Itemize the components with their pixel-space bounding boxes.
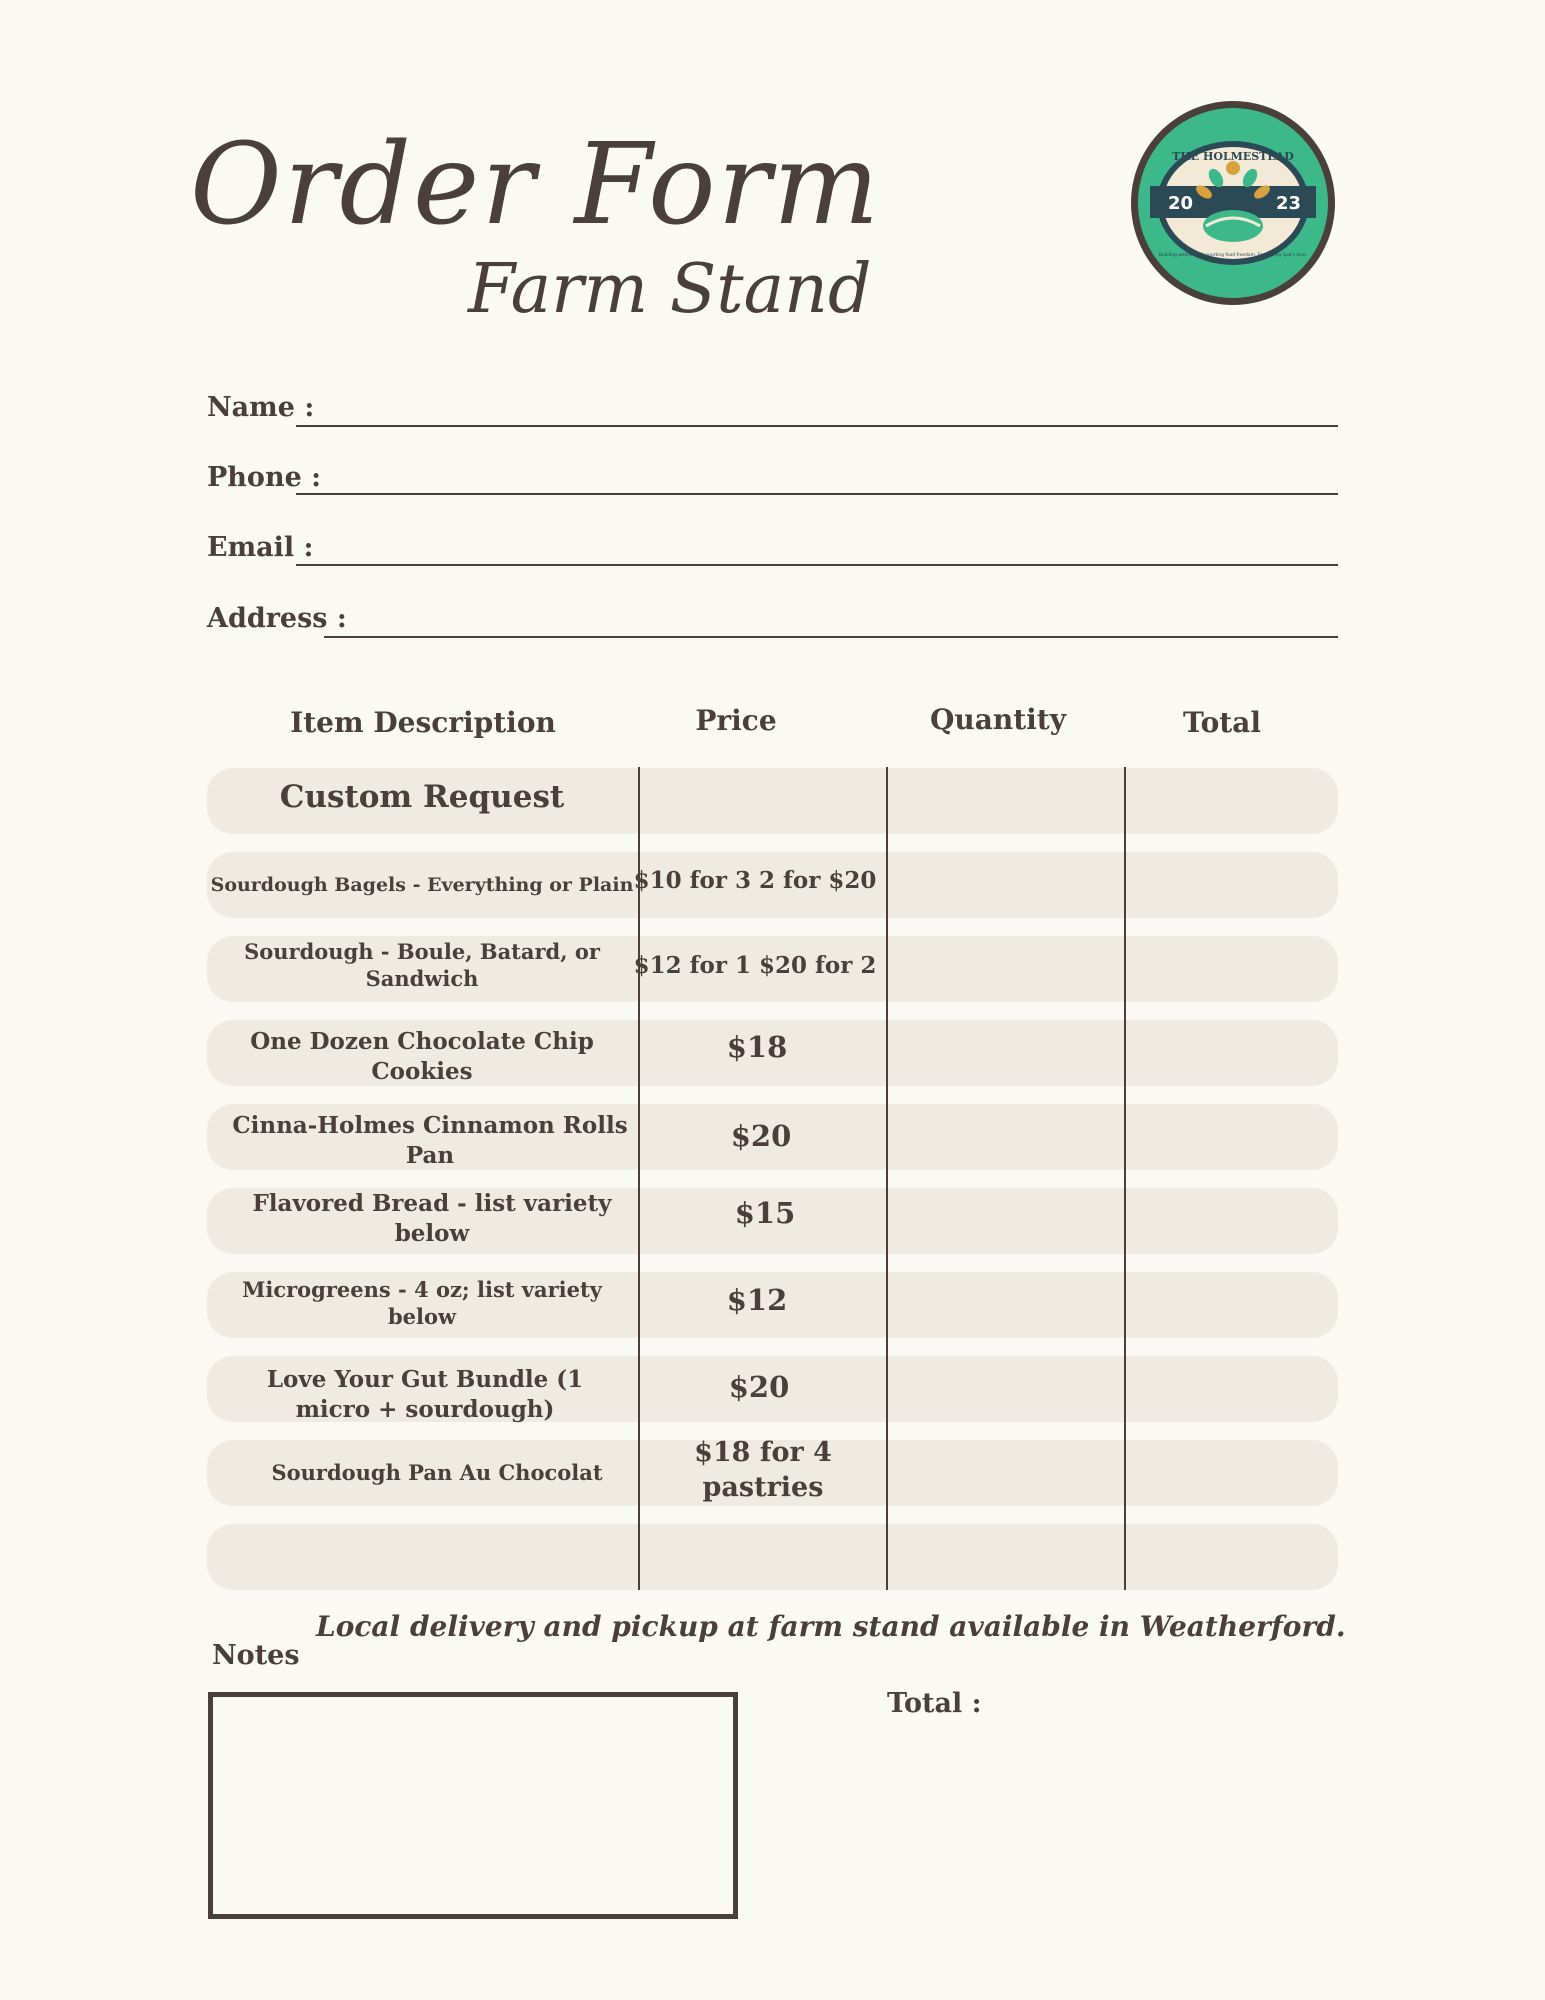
item-description: Flavored Bread - list variety below: [252, 1190, 612, 1247]
logo-tagline: Building wellness. Supporting food freedom. Embracing God's love.: [1159, 253, 1307, 258]
logo-name: THE HOLMESTEAD: [1172, 150, 1294, 163]
address-field[interactable]: [324, 636, 1338, 638]
total-label: Total :: [887, 1688, 982, 1719]
price-value: $12: [726, 1283, 788, 1318]
item-custom-request: Custom Request: [279, 778, 565, 815]
item-description: One Dozen Chocolate Chip Cookies: [250, 1028, 594, 1085]
price-value: $20: [730, 1119, 792, 1154]
header-total: Total: [1182, 706, 1262, 739]
page-subtitle: Farm Stand: [468, 250, 872, 329]
item-description: Sourdough - Boule, Batard, or Sandwich: [244, 938, 600, 991]
notes-box[interactable]: [208, 1692, 738, 1919]
item-description: Sourdough Pan Au Chocolat: [271, 1460, 603, 1486]
column-divider: [886, 767, 888, 1590]
price-value: $18: [726, 1030, 788, 1065]
price-value: [640, 1524, 886, 1590]
price-value: $18 for 4 pastries: [694, 1436, 832, 1503]
logo-year-left: 20: [1168, 193, 1194, 214]
address-label: Address :: [207, 603, 347, 634]
holmestead-logo: [1128, 98, 1338, 308]
price-value: $10 for 3 2 for $20: [633, 867, 877, 895]
price-value: $15: [734, 1196, 796, 1231]
name-label: Name :: [207, 392, 315, 423]
price-value: $20: [728, 1370, 790, 1405]
column-divider: [1124, 767, 1126, 1590]
email-label: Email :: [207, 532, 314, 563]
item-description: Microgreens - 4 oz; list variety below: [242, 1276, 602, 1329]
item-description: Love Your Gut Bundle (1 micro + sourdough): [266, 1366, 584, 1423]
notes-label: Notes: [212, 1640, 300, 1671]
item-description: [207, 1524, 637, 1590]
header-item-description: Item Description: [290, 706, 556, 739]
price-value: [640, 768, 886, 834]
phone-field[interactable]: [296, 493, 1338, 495]
logo-year-right: 23: [1276, 193, 1302, 214]
item-description: Sourdough Bagels - Everything or Plain: [210, 873, 634, 896]
header-price: Price: [695, 704, 777, 737]
name-field[interactable]: [296, 425, 1338, 427]
header-quantity: Quantity: [929, 703, 1067, 736]
email-field[interactable]: [296, 564, 1338, 566]
delivery-notice: Local delivery and pickup at farm stand available in Weatherford.: [316, 1610, 1346, 1643]
total-cell[interactable]: [1128, 768, 1328, 834]
quantity-cell[interactable]: [890, 768, 1122, 834]
item-description: Cinna-Holmes Cinnamon Rolls Pan: [232, 1112, 628, 1169]
phone-label: Phone :: [207, 462, 322, 493]
price-value: $12 for 1 $20 for 2: [633, 952, 877, 980]
page-title: Order Form: [190, 120, 882, 250]
